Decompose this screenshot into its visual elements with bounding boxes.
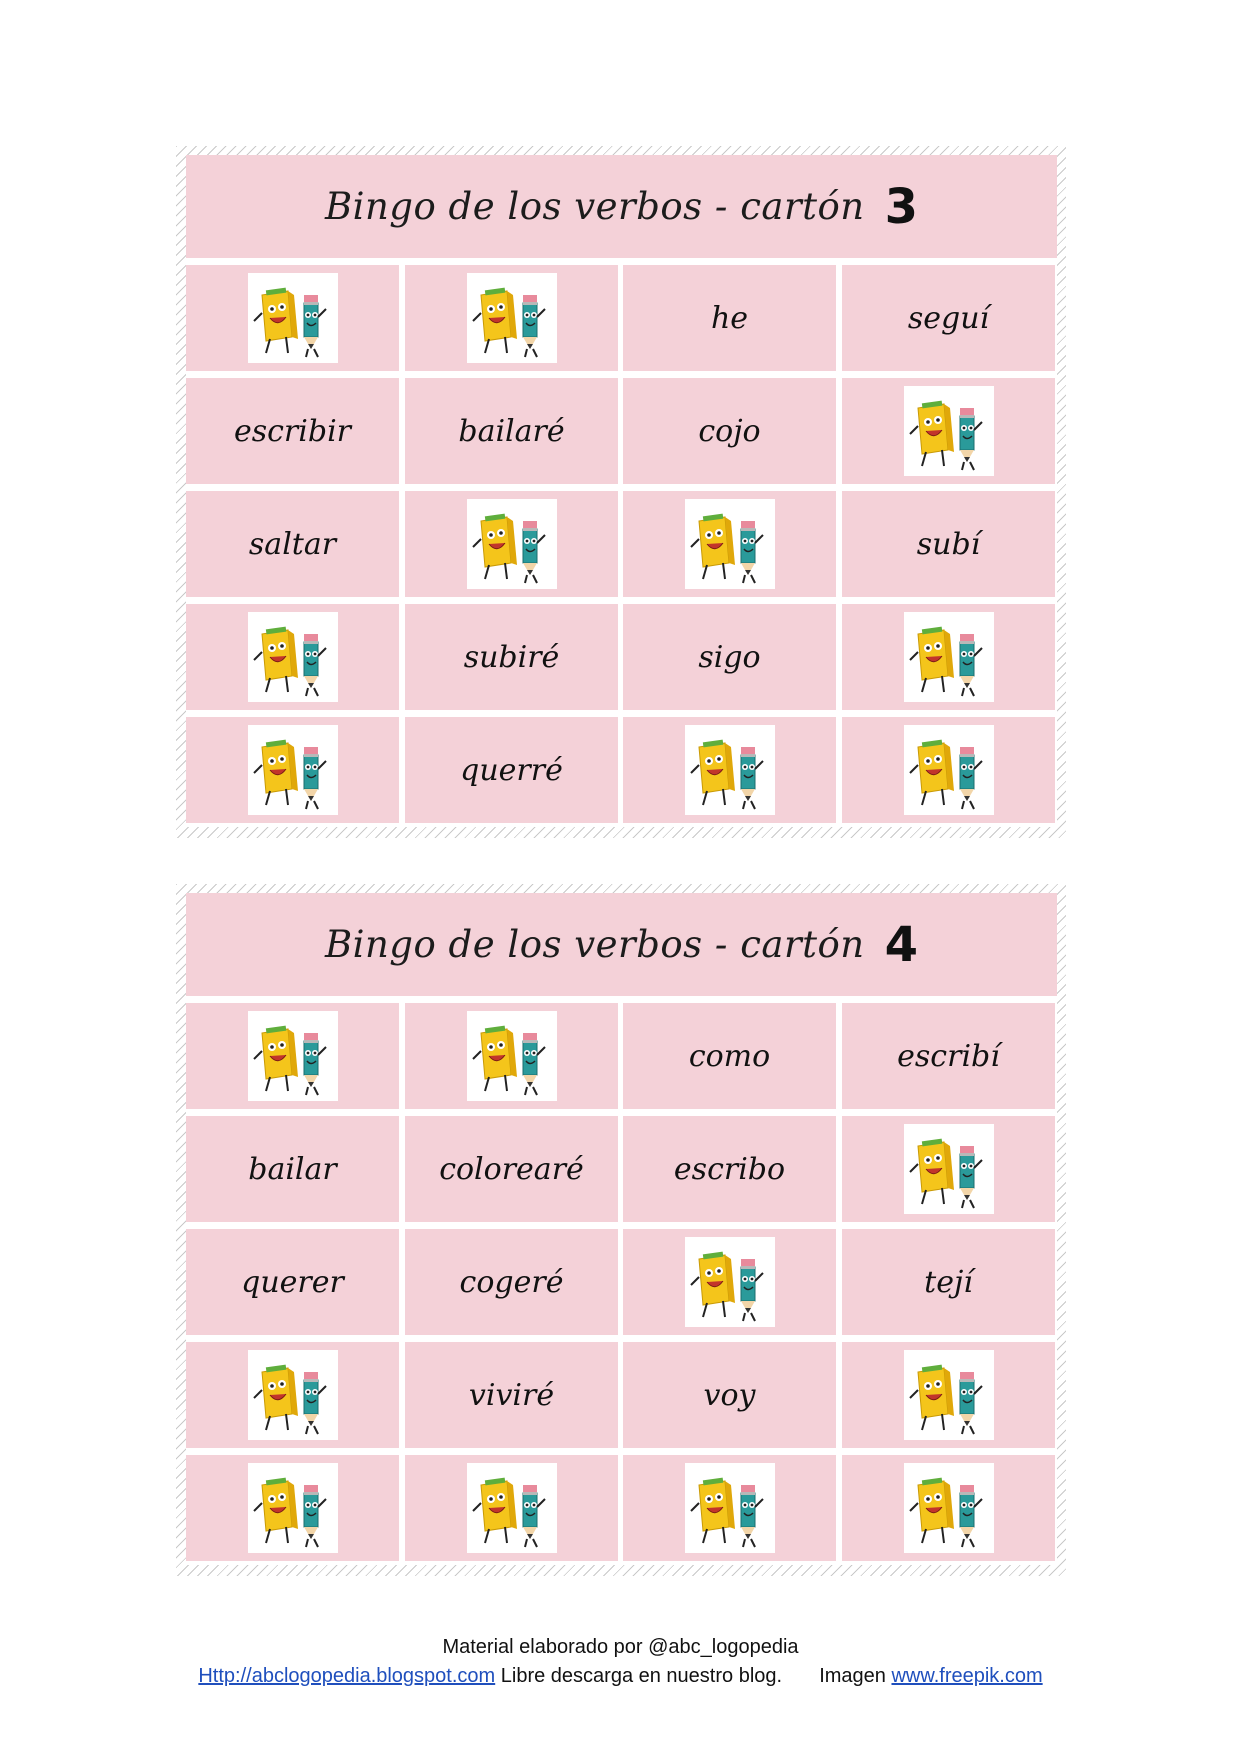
bingo-cell	[623, 717, 836, 823]
bingo-word: bailaré	[458, 413, 565, 449]
bingo-cell	[186, 1342, 399, 1448]
freepik-link[interactable]: www.freepik.com	[891, 1665, 1043, 1687]
bingo-cell	[842, 1116, 1055, 1222]
book-and-pencil-mascot-icon	[685, 1463, 775, 1553]
bingo-word: cogeré	[459, 1264, 564, 1300]
footer-credit	[0, 1636, 1241, 1659]
bingo-cell	[405, 717, 618, 823]
bingo-word: escribir	[233, 413, 352, 449]
book-and-pencil-mascot-icon	[685, 1237, 775, 1327]
book-and-pencil-mascot-icon	[248, 1350, 338, 1440]
download-text: Libre descarga en nuestro blog.	[500, 1665, 783, 1687]
bingo-cell	[842, 1455, 1055, 1561]
bingo-cell	[623, 1455, 836, 1561]
bingo-cell	[186, 717, 399, 823]
bingo-word: voy	[703, 1377, 756, 1413]
bingo-cell	[405, 378, 618, 484]
bingo-word: escribo	[673, 1151, 786, 1187]
bingo-cell	[623, 1116, 836, 1222]
book-and-pencil-mascot-icon	[904, 1124, 994, 1214]
bingo-word: bailar	[248, 1151, 337, 1187]
image-credit-label: Imagen	[819, 1665, 886, 1687]
bingo-cell	[842, 265, 1055, 371]
bingo-cell	[842, 717, 1055, 823]
bingo-word: querer	[241, 1264, 344, 1300]
book-and-pencil-mascot-icon	[467, 273, 557, 363]
bingo-word: he	[710, 300, 749, 336]
card-title-text: Bingo de los verbos - cartón	[324, 923, 865, 966]
card-inner	[186, 893, 1057, 1565]
bingo-word: subí	[916, 526, 981, 562]
book-and-pencil-mascot-icon	[904, 725, 994, 815]
bingo-cell	[623, 265, 836, 371]
bingo-cell	[186, 1229, 399, 1335]
bingo-cell	[405, 491, 618, 597]
bingo-word: seguí	[907, 300, 990, 336]
card-inner	[186, 155, 1057, 827]
book-and-pencil-mascot-icon	[467, 1011, 557, 1101]
bingo-cell	[186, 1116, 399, 1222]
bingo-cell	[623, 491, 836, 597]
blog-link[interactable]: Http://abclogopedia.blogspot.com	[198, 1665, 496, 1687]
footer-links	[0, 1665, 1241, 1688]
book-and-pencil-mascot-icon	[248, 612, 338, 702]
book-and-pencil-mascot-icon	[467, 499, 557, 589]
card-title	[186, 893, 1057, 996]
bingo-cell	[405, 1003, 618, 1109]
bingo-cell	[186, 491, 399, 597]
bingo-cell	[186, 1003, 399, 1109]
card-number: 3	[884, 178, 919, 235]
bingo-card-4	[176, 884, 1066, 1576]
book-and-pencil-mascot-icon	[248, 725, 338, 815]
bingo-cell	[623, 378, 836, 484]
bingo-cell	[842, 1229, 1055, 1335]
book-and-pencil-mascot-icon	[904, 1463, 994, 1553]
book-and-pencil-mascot-icon	[685, 499, 775, 589]
book-and-pencil-mascot-icon	[685, 725, 775, 815]
bingo-word: sigo	[698, 639, 761, 675]
card-title-text: Bingo de los verbos - cartón	[324, 185, 865, 228]
bingo-cell	[186, 378, 399, 484]
bingo-word: escribí	[897, 1038, 1000, 1074]
bingo-word: querré	[460, 752, 563, 788]
bingo-cell	[405, 1229, 618, 1335]
bingo-cell	[405, 265, 618, 371]
bingo-cell	[623, 1229, 836, 1335]
bingo-cell	[842, 1003, 1055, 1109]
bingo-cell	[405, 604, 618, 710]
bingo-word: cojo	[698, 413, 761, 449]
bingo-word: subiré	[463, 639, 560, 675]
bingo-cell	[405, 1455, 618, 1561]
bingo-cell	[842, 1342, 1055, 1448]
card-number: 4	[884, 916, 919, 973]
bingo-word: como	[688, 1038, 771, 1074]
bingo-cell	[842, 604, 1055, 710]
bingo-cell	[186, 265, 399, 371]
book-and-pencil-mascot-icon	[248, 1011, 338, 1101]
bingo-card-3	[176, 146, 1066, 838]
book-and-pencil-mascot-icon	[467, 1463, 557, 1553]
bingo-cell	[623, 604, 836, 710]
bingo-word: tejí	[924, 1264, 973, 1300]
bingo-cell	[842, 378, 1055, 484]
book-and-pencil-mascot-icon	[248, 1463, 338, 1553]
bingo-cell	[623, 1342, 836, 1448]
bingo-cell	[405, 1342, 618, 1448]
bingo-word: viviré	[468, 1377, 555, 1413]
footer-credit-text: Material elaborado por @abc_logopedia	[442, 1636, 799, 1658]
bingo-cell	[405, 1116, 618, 1222]
book-and-pencil-mascot-icon	[904, 612, 994, 702]
book-and-pencil-mascot-icon	[248, 273, 338, 363]
bingo-word: saltar	[248, 526, 337, 562]
bingo-cell	[842, 491, 1055, 597]
bingo-word: colorearé	[439, 1151, 584, 1187]
card-title	[186, 155, 1057, 258]
book-and-pencil-mascot-icon	[904, 1350, 994, 1440]
bingo-cell	[623, 1003, 836, 1109]
bingo-cell	[186, 1455, 399, 1561]
bingo-cell	[186, 604, 399, 710]
book-and-pencil-mascot-icon	[904, 386, 994, 476]
